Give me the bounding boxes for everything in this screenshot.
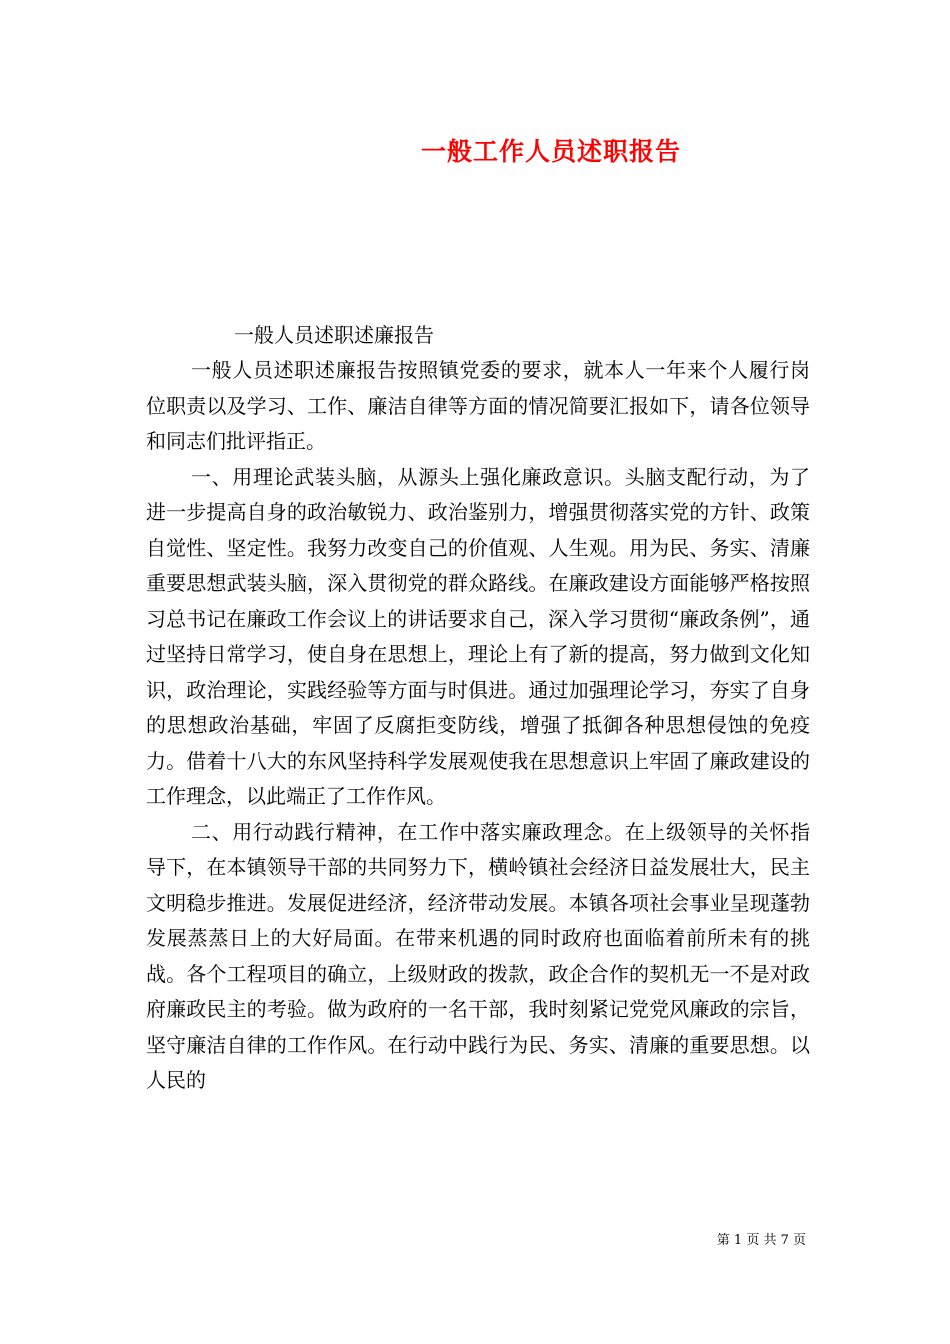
document-body [146, 318, 810, 1099]
paragraph-intro: 一般人员述职述廉报告按照镇党委的要求，就本人一年来个人履行岗位职责以及学习、工作、廉洁自律等方面的情况简要汇报如下，请各位领导和同志们批评指正。 [146, 358, 810, 453]
page-number-footer: 第 1 页 共 7 页 [716, 1233, 806, 1248]
paragraph-section-one: 一、用理论武装头脑，从源头上强化廉政意识。头脑支配行动，为了进一步提高自身的政治敏锐力、政治鉴别力，增强贯彻落实党的方针、政策自觉性、坚定性。我努力改变自己的价值观、人生观。用为民、务实、清廉重要思想武装头脑，深入贯彻党的群众路线。在廉政建设方面能够严格按照习总书记在廉政工作会议上的讲话要求自己，深入学习贯彻“廉政条例”，通过坚持日常学习，使自身在思想上，理论上有了新的提高，努力做到文化知识，政治理论，实践经验等方面与时俱进。通过加强理论学习，夯实了自身的思想政治基础，牢固了反腐拒变防线，增强了抵御各种思想侵蚀的免疫力。借着十八大的东风坚持科学发展观使我在思想意识上牢固了廉政建设的工作理念，以此端正了工作作风。 [146, 464, 810, 808]
paragraph-section-two: 二、用行动践行精神，在工作中落实廉政理念。在上级领导的关怀指导下，在本镇领导干部的共同努力下，横岭镇社会经济日益发展壮大，民主文明稳步推进。发展促进经济，经济带动发展。本镇各项社会事业呈现蓬勃发展蒸蒸日上的大好局面。在带来机遇的同时政府也面临着前所未有的挑战。各个工程项目的确立，上级财政的拨款，政企合作的契机无一不是对政府廉政民主的考验。做为政府的一名干部，我时刻紧记党党风廉政的宗旨，坚守廉洁自律的工作作风。在行动中践行为民、务实、清廉的重要思想。以人民的 [146, 819, 810, 1092]
document-title: 一般工作人员述职报告 [420, 137, 681, 166]
document-subtitle: 一般人员述职述廉报告 [234, 323, 434, 347]
